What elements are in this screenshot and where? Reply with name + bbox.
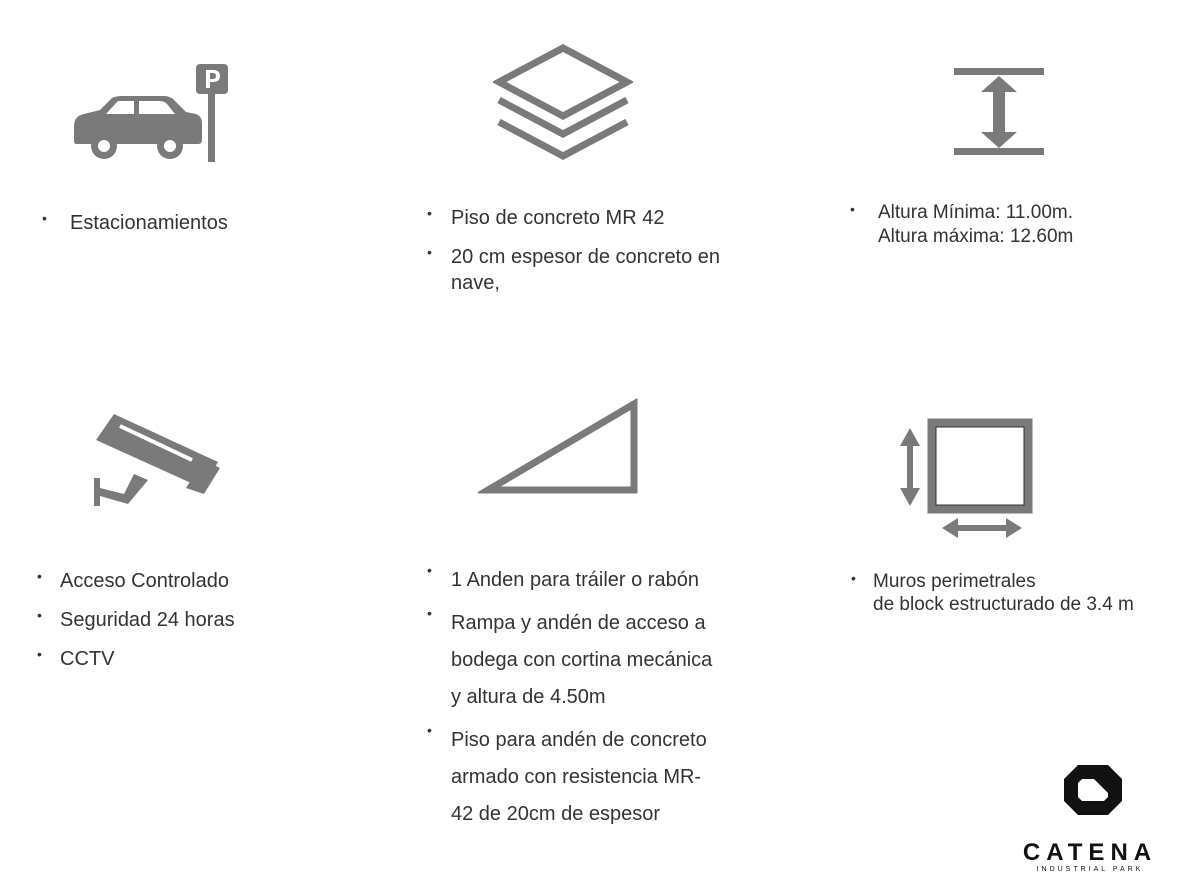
- list-item: [427, 205, 771, 231]
- walls-text: Muros perimetrales de block estructurado de 3.4 m: [873, 571, 1134, 615]
- walls-list: [851, 570, 1134, 616]
- list-item: [37, 607, 235, 633]
- layers-icon: [493, 42, 633, 164]
- floor-text-2: 20 cm espesor de concreto en nave,: [451, 246, 721, 294]
- bullet: •: [37, 646, 42, 662]
- list-item: [427, 562, 712, 599]
- height-text: Altura Mínima: 11.00m. Altura máxima: 12.60m: [878, 202, 1074, 247]
- bullet: •: [37, 607, 42, 623]
- list-item: [850, 201, 1073, 249]
- list-item: [37, 568, 235, 594]
- list-item: [427, 722, 712, 833]
- bullet: •: [427, 244, 432, 260]
- wall-square-icon: [898, 418, 1034, 542]
- ramp-triangle-icon: [478, 398, 640, 495]
- list-item: [427, 244, 771, 296]
- security-camera-icon: [86, 410, 224, 514]
- logo-tagline: INDUSTRIAL PARK: [1036, 866, 1144, 873]
- security-text-2: Seguridad 24 horas: [60, 609, 235, 631]
- ramp-text-2: Rampa y andén de acceso a bodega con cortina mecánica y altura de 4.50m: [451, 612, 713, 708]
- floor-text-1: Piso de concreto MR 42: [451, 207, 665, 229]
- security-text-1: Acceso Controlado: [60, 570, 229, 592]
- logo-name: CATENA: [1022, 839, 1158, 866]
- ramp-list: [427, 562, 713, 845]
- parking-text: Estacionamientos: [70, 212, 228, 234]
- list-item: [427, 605, 712, 716]
- security-list: [37, 568, 235, 685]
- bullet: •: [851, 570, 856, 586]
- list-item: [851, 570, 1134, 616]
- floor-list: [427, 205, 771, 309]
- parking-list: [42, 210, 228, 236]
- bullet: •: [427, 722, 432, 738]
- bullet: •: [427, 605, 432, 621]
- security-text-3: CCTV: [60, 648, 115, 670]
- catena-logo: [1012, 765, 1168, 875]
- ramp-text-3: Piso para andén de concreto armado con resistencia MR- 42 de 20cm de espesor: [451, 729, 707, 825]
- catena-logo-mark-icon: [1064, 765, 1122, 820]
- car-parking-icon: [72, 62, 232, 164]
- height-arrows-icon: [954, 68, 1046, 158]
- bullet: •: [427, 205, 432, 221]
- bullet: •: [42, 210, 47, 226]
- list-item: [42, 210, 228, 236]
- bullet: •: [850, 201, 855, 217]
- ramp-text-1: 1 Anden para tráiler o rabón: [451, 569, 699, 591]
- bullet: •: [427, 562, 432, 578]
- height-list: [850, 201, 1073, 249]
- bullet: •: [37, 568, 42, 584]
- list-item: [37, 646, 235, 672]
